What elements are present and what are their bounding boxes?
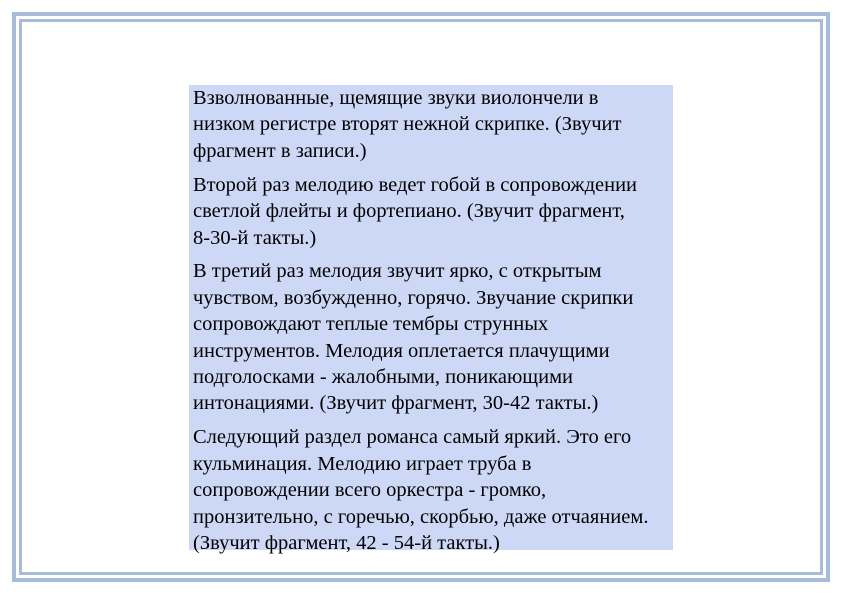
text-line: (Звучит фрагмент, 42 - 54-й такты.) (193, 532, 500, 554)
paragraph-4 (193, 424, 673, 556)
text-line: светлой флейты и фортепиано. (Звучит фрагмент, (193, 200, 625, 223)
text-line: низком регистре вторят нежной скрипке. (Звучит (193, 113, 622, 136)
text-box (189, 85, 673, 554)
text-line: интонациями. (Звучит фрагмент, 30-42 такты.) (193, 392, 599, 415)
paragraph-3 (193, 258, 673, 416)
paragraph-2 (193, 172, 673, 251)
paragraph-1 (193, 85, 673, 164)
text-line: чувством, возбужденно, горячо. Звучание скрипки (193, 286, 634, 309)
text-line: Взволнованные, щемящие звуки виолончели в (193, 87, 599, 109)
text-line: В третий раз мелодия звучит ярко, с открытым (193, 260, 602, 283)
text-line: пронзительно, с горечью, скорбью, даже отчаянием. (193, 505, 649, 528)
text-line: фрагмент в записи.) (193, 139, 367, 162)
text-line: Второй раз мелодию ведет гобой в сопровождении (193, 173, 638, 196)
text-line: подголосками - жалобными, поникающими (193, 366, 574, 389)
text-line: сопровождают теплые тембры струнных (193, 313, 549, 336)
text-line: Следующий раздел романса самый яркий. Это его (193, 426, 632, 449)
text-line: кульминация. Мелодию играет труба в (193, 452, 532, 475)
text-line: сопровождении всего оркестра - громко, (193, 479, 547, 502)
text-line: инструментов. Мелодия оплетается плачущими (193, 339, 610, 362)
text-line: 8-30-й такты.) (193, 226, 317, 249)
